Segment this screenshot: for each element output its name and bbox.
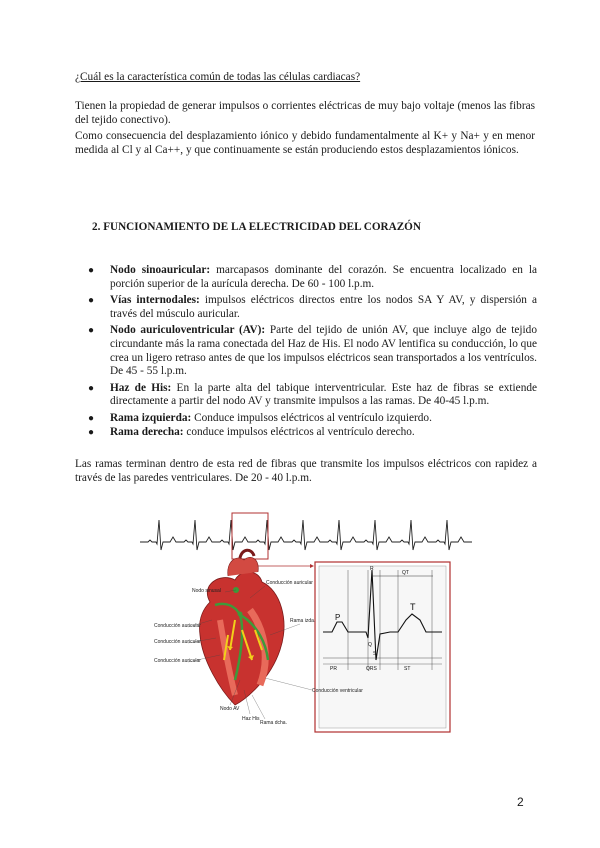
- ecg-detail-inner: [319, 566, 446, 728]
- bullet-text: Conduce impulsos eléctricos al ventrículo izquierdo.: [191, 411, 432, 424]
- ecg-label-qt: QT: [402, 570, 409, 576]
- bullet-dot: ●: [88, 426, 95, 438]
- bullet-item: [75, 294, 537, 321]
- bullet-term: Nodo auriculoventricular (AV):: [110, 324, 266, 337]
- ecg-label-q: Q: [368, 642, 372, 648]
- bullet-dot: ●: [88, 295, 95, 307]
- bullet-list: [75, 264, 537, 439]
- bullet-term: Rama derecha:: [110, 425, 184, 438]
- label-conduccion-auricular-left-2: Conducción auricular: [154, 639, 201, 645]
- label-nodo-sinusal: Nodo sinusal: [192, 588, 221, 594]
- label-haz-his: Haz His: [242, 716, 260, 722]
- heart-conduction-figure: [140, 510, 472, 735]
- ecg-connector-arrow: [310, 564, 314, 568]
- ecg-label-s: S: [373, 651, 377, 657]
- bullet-item: [75, 324, 537, 378]
- ecg-label-pr: PR: [330, 666, 337, 672]
- paragraph-1: Tienen la propiedad de generar impulsos o corrientes eléctricas de muy bajo voltaje (menos las fibras del tejido conectivo).: [75, 100, 535, 126]
- label-conduccion-ventricular: Conducción ventricular: [312, 688, 363, 694]
- ecg-connector: [250, 559, 310, 566]
- bullet-dot: ●: [88, 265, 95, 276]
- bullet-item: [75, 412, 537, 426]
- bullet-item: [75, 382, 537, 409]
- paragraph-3: Las ramas terminan dentro de esta red de fibras que transmite los impulsos eléctricos con rapidez a través de las paredes ventriculares. De 20 - 40 l.p.m.: [75, 458, 537, 484]
- bullet-text: conduce impulsos eléctricos al ventrículo derecho.: [183, 425, 415, 438]
- ecg-label-qrs: QRS: [366, 666, 377, 672]
- bullet-text: Parte del tejido de unión AV, que incluye algo de tejido circundante más la rama conectada del Haz de His. El nodo AV lentifica su conducción, lo que crea un ligero retraso antes de que los impulsos eléctricos sean transportados a los ventrículos. De 45 - 55 l.p.m.: [110, 324, 537, 378]
- bullet-text: En la parte alta del tabique interventricular. Este haz de fibras se extiende directamente a partir del nodo AV y transmite impulsos a las ramas. De 40-45 l.p.m.: [110, 381, 538, 408]
- label-conduccion-auricular: Conducción auricular: [266, 580, 313, 586]
- bullet-term: Nodo sinoauricular:: [110, 264, 211, 276]
- bullet-term: Haz de His:: [110, 381, 172, 394]
- label-rama-dcha: Rama dcha.: [260, 720, 287, 726]
- bullet-text: marcapasos dominante del corazón. Se encuentra localizado en la porción superior de la aurícula derecha. De 60 - 100 l.p.m.: [110, 264, 537, 290]
- bullet-text: impulsos eléctricos directos entre los nodos SA Y AV, y dispersión a través del músculo auricular.: [110, 294, 537, 320]
- paragraph-2: Como consecuencia del desplazamiento iónico y debido fundamentalmente al K+ y Na+ y en menor medida al Cl y al Ca++, y que continuamente se están produciendo estos desplazamientos iónicos.: [75, 130, 535, 156]
- ecg-strip-line: [140, 520, 472, 550]
- ecg-label-r: R: [370, 566, 374, 572]
- bullet-term: Rama izquierda:: [110, 411, 192, 424]
- section-heading: 2. FUNCIONAMIENTO DE LA ELECTRICIDAD DEL CORAZÓN: [92, 221, 421, 233]
- ecg-label-st: ST: [404, 666, 411, 672]
- ecg-label-p: P: [335, 613, 341, 622]
- page-number: 2: [517, 795, 524, 809]
- question: ¿Cuál es la característica común de todas las células cardiacas?: [75, 71, 361, 83]
- label-rama-izquierda: Rama izda.: [290, 618, 316, 624]
- bullet-dot: ●: [88, 412, 95, 424]
- heart-illustration: [199, 550, 283, 705]
- bullet-item: [75, 426, 537, 440]
- label-conduccion-auricular-left-3: Conducción auricular: [154, 658, 201, 664]
- bullet-dot: ●: [88, 325, 95, 337]
- bullet-term: Vías internodales:: [110, 294, 200, 307]
- bullet-dot: ●: [88, 382, 95, 394]
- label-conduccion-auricular-left: Conducción auricular: [154, 623, 201, 629]
- label-nodo-av: Nodo AV: [220, 706, 240, 712]
- ecg-label-t: T: [410, 602, 416, 612]
- bullet-item: [75, 264, 537, 291]
